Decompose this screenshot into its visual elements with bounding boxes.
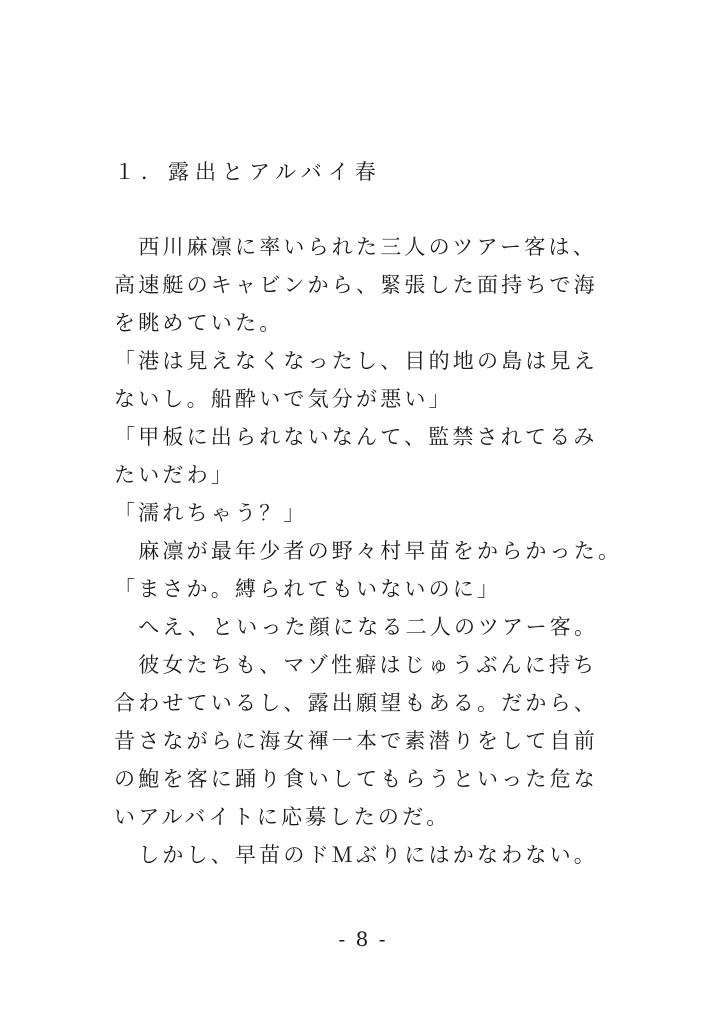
text-line: ないし。船酔いで気分が悪い」 bbox=[114, 387, 453, 411]
text-line: 「甲板に出られないなんて、監禁されてるみ bbox=[114, 425, 598, 449]
text-line: 合わせているし、露出願望もある。だから、 bbox=[114, 691, 598, 715]
text-line: 昔さながらに海女褌一本で素潜りをして自前 bbox=[114, 729, 598, 753]
text-line: 彼女たちも、マゾ性癖はじゅうぶんに持ち bbox=[114, 653, 598, 677]
text-line: 「港は見えなくなったし、目的地の島は見え bbox=[114, 349, 598, 373]
text-line: たいだわ」 bbox=[114, 463, 235, 487]
text-line: の鮑を客に踊り食いしてもらうといった危な bbox=[114, 767, 598, 791]
text-line: 麻凛が最年少者の野々村早苗をからかった。 bbox=[114, 539, 623, 563]
chapter-heading: １．露出とアルバイ春 bbox=[114, 160, 382, 184]
text-line: 西川麻凛に率いられた三人のツアー客は、 bbox=[114, 235, 597, 259]
text-line: へえ、といった顔になる二人のツアー客。 bbox=[114, 615, 599, 639]
text-line: 高速艇のキャビンから、緊張した面持ちで海 bbox=[114, 273, 598, 297]
text-line: しかし、早苗のドＭぶりにはかなわない。 bbox=[114, 843, 598, 867]
page-number: - 8 - bbox=[338, 927, 388, 951]
text-line: を眺めていた。 bbox=[114, 311, 284, 335]
body-text bbox=[114, 228, 634, 874]
text-line: いアルバイトに応募したのだ。 bbox=[114, 805, 451, 829]
text-line: 「まさか。縛られてもいないのに」 bbox=[114, 577, 502, 601]
text-line: 「濡れちゃう？」 bbox=[114, 501, 308, 525]
